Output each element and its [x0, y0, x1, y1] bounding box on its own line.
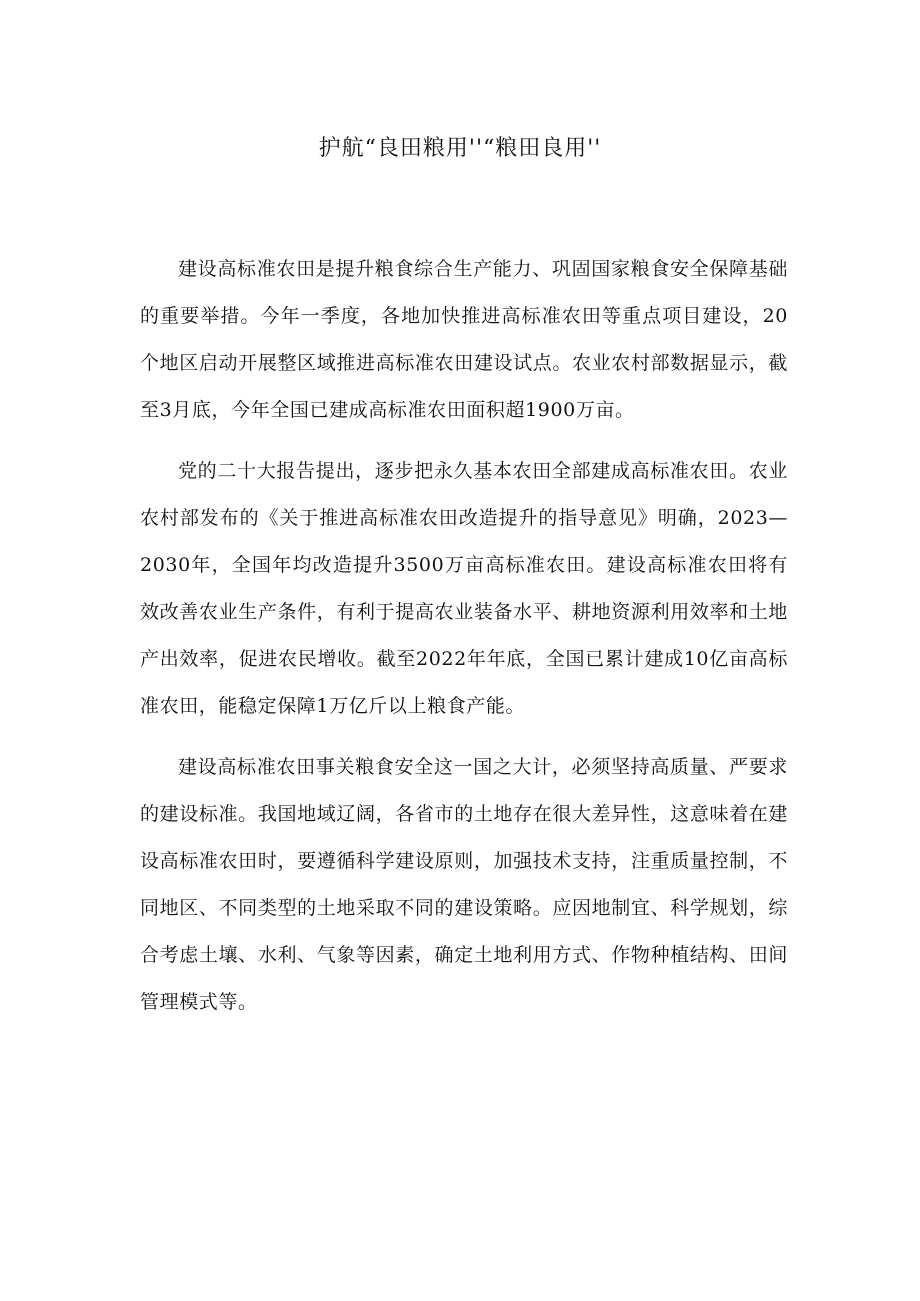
document-body	[140, 246, 788, 1026]
paragraph: 建设高标准农田事关粮食安全这一国之大计，必须坚持高质量、严要求的建设标准。我国地域辽阔，各省市的土地存在很大差异性，这意味着在建设高标准农田时，要遵循科学建设原则，加强技术支持，注重质量控制，不同地区、不同类型的土地采取不同的建设策略。应因地制宜、科学规划，综合考虑土壤、水利、气象等因素，确定土地利用方式、作物种植结构、田间管理模式等。	[140, 756, 788, 1013]
paragraph: 党的二十大报告提出，逐步把永久基本农田全部建成高标准农田。农业农村部发布的《关于推进高标准农田改造提升的指导意见》明确，2023—2030年，全国年均改造提升3500万亩高标准农田。建设高标准农田将有效改善农业生产条件，有利于提高农业装备水平、耕地资源利用效率和土地产出效率，促进农民增收。截至2022年年底，全国已累计建成10亿亩高标准农田，能稳定保障1万亿斤以上粮食产能。	[140, 460, 788, 717]
paragraph: 建设高标准农田是提升粮食综合生产能力、巩固国家粮食安全保障基础的重要举措。今年一季度，各地加快推进高标准农田等重点项目建设，20个地区启动开展整区域推进高标准农田建设试点。农业农村部数据显示，截至3月底，今年全国已建成高标准农田面积超1900万亩。	[140, 258, 788, 421]
document-title: 护航“良田粮用''“粮田良用''	[318, 136, 602, 161]
